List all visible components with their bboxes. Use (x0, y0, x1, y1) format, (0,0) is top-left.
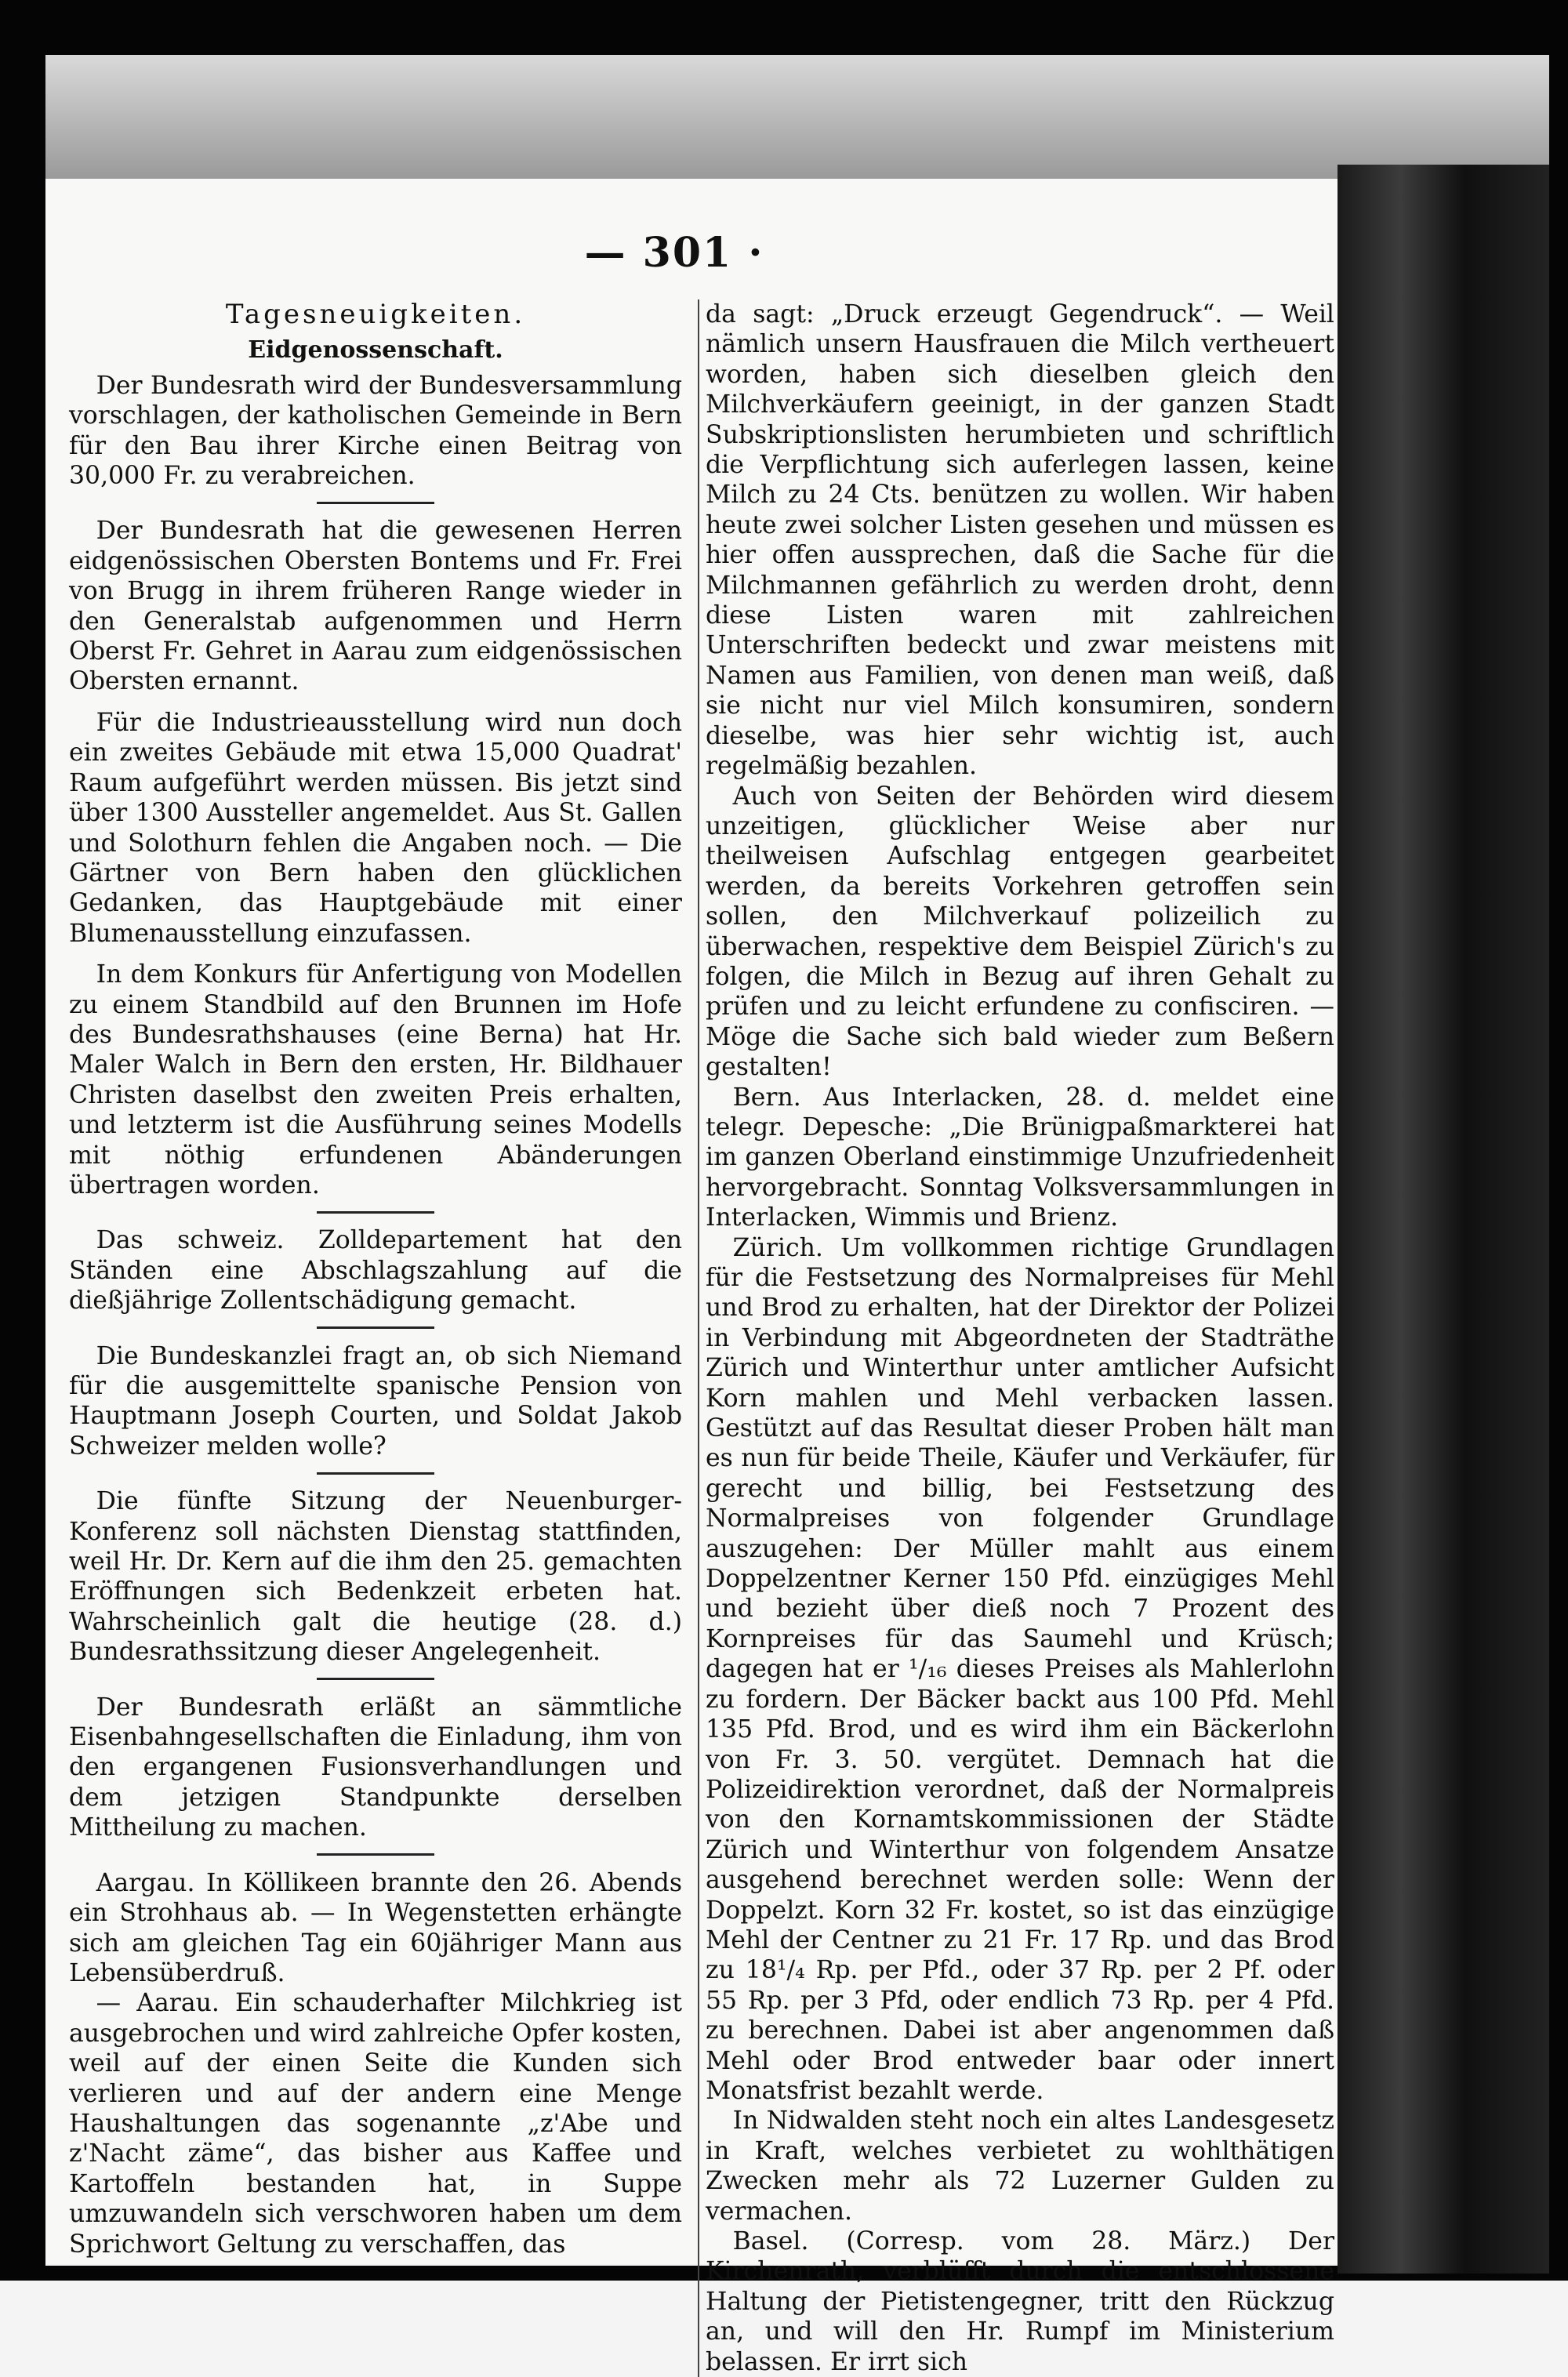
article-paragraph: Auch von Seiten der Behörden wird diesem unzeitigen, glücklicher Weise aber nur theilweisen Aufschlag entgegen gearbeitet werden, da bereits Vorkehren getroffen sein sollen, den Milchverkauf polizeilich zu überwachen, respektive dem Beispiel Zürich's zu folgen, die Milch in Bezug auf ihren Gehalt zu prüfen und zu leicht erfundene zu confisciren. — Möge die Sache sich bald wieder zum Beßern gestalten! (706, 782, 1334, 1082)
left-scan-border (0, 0, 45, 2281)
right-scan-border (1549, 0, 1568, 2281)
section-title: Tagesneuigkeiten. (225, 299, 526, 330)
separator-rule (69, 1469, 682, 1477)
page-number: — 301 · (584, 229, 764, 277)
separator-rule (69, 499, 682, 506)
subsection-title: Eidgenossenschaft. (248, 336, 503, 365)
separator-rule (69, 1675, 682, 1683)
article-paragraph: In dem Konkurs für Anfertigung von Modellen zu einem Standbild auf den Brunnen im Hofe des Bundesrathshauses (eine Berna) hat Hr. Maler Walch in Bern den ersten, Hr. Bildhauer Christen daselbst den zweiten Preis erhalten, und letzterm ist die Ausführung seines Modells mit nöthig erfundenen Abänderungen übertragen worden. (69, 960, 682, 1199)
right-column (698, 299, 1334, 2377)
article-paragraph: Basel. (Corresp. vom 28. März.) Der Kirchenrath, verblüfft durch die entschlossene Haltung der Pietistengegner, tritt den Rückzug an, und will den Hr. Rumpf im Ministerium belassen. Er irrt sich (706, 2227, 1334, 2376)
article-paragraph: Die fünfte Sitzung der Neuenburger-Konferenz soll nächsten Dienstag stattfinden, weil Hr. Dr. Kern auf die ihm den 25. gemachten Eröffnungen sich Bedenkzeit erbeten hat. Wahrscheinlich galt die heutige (28. d.) Bundesrathssitzung dieser Angelegenheit. (69, 1487, 682, 1667)
separator-rule (69, 1851, 682, 1859)
separator-rule (69, 1208, 682, 1216)
article-paragraph: In Nidwalden steht noch ein altes Landesgesetz in Kraft, welches verbietet zu wohlthätigen Zwecken mehr als 72 Luzerner Gulden zu vermachen. (706, 2107, 1334, 2226)
article-paragraph: — Aarau. Ein schauderhafter Milchkrieg ist ausgebrochen und wird zahlreiche Opfer kosten, weil auf der einen Seite die Kunden sich verlieren und auf der andern eine Menge Haushaltungen das sogenannte „z'Abe und z'Nacht zäme“, das bisher aus Kaffee und Kartoffeln bestanden hat, in Suppe umzuwandeln sich verschworen haben um dem Sprichwort Geltung zu verschaffen, das (69, 1989, 682, 2259)
top-scan-border (0, 0, 1568, 55)
article-paragraph: Für die Industrieausstellung wird nun doch ein zweites Gebäude mit etwa 15,000 Quadrat' Raum aufgeführt werden müssen. Bis jetzt sind über 1300 Aussteller angemeldet. Aus St. Gallen und Solothurn fehlen die Angaben noch. — Die Gärtner von Bern haben den glücklichen Gedanken, das Hauptgebäude mit einer Blumenausstellung einzufassen. (69, 708, 682, 948)
article-paragraph: Das schweiz. Zolldepartement hat den Ständen eine Abschlagszahlung auf die dießjährige Zollentschädigung gemacht. (69, 1226, 682, 1316)
article-paragraph: Der Bundesrath erläßt an sämmtliche Eisenbahngesellschaften die Einladung, ihm von den ergangenen Fusionsverhandlungen und dem jetzigen Standpunkte derselben Mittheilung zu machen. (69, 1693, 682, 1842)
separator-rule (69, 1324, 682, 1332)
previous-page-shadow (45, 55, 1549, 179)
article-paragraph: Bern. Aus Interlacken, 28. d. meldet eine telegr. Depesche: „Die Brünigpaßmarkterei hat im ganzen Oberland einstimmige Unzufriedenheit hervorgebracht. Sonntag Volksversammlungen in Interlacken, Wimmis und Brienz. (706, 1083, 1334, 1232)
article-paragraph: Der Bundesrath wird der Bundesversammlung vorschlagen, der katholischen Gemeinde in Bern für den Bau ihrer Kirche einen Beitrag von 30,000 Fr. zu verabreichen. (69, 371, 682, 491)
article-paragraph: Aargau. In Köllikeen brannte den 26. Abends ein Strohhaus ab. — In Wegenstetten erhängte sich am gleichen Tag ein 60jähriger Mann aus Lebensüberdruß. (69, 1868, 682, 1987)
article-paragraph: Zürich. Um vollkommen richtige Grundlagen für die Festsetzung des Normalpreises für Mehl und Brod zu erhalten, hat der Direktor der Polizei in Verbindung mit Abgeordneten der Stadträthe Zürich und Winterthur unter amtlicher Aufsicht Korn mahlen und Mehl verbacken lassen. Gestützt auf das Resultat dieser Proben hält man es nun für beide Theile, Käufer und Verkäufer, für gerecht und billig, bei Festsetzung des Normalpreises von folgender Grundlage auszugehen: Der Müller mahlt aus einem Doppelzentner Kerner 150 Pfd. einzügiges Mehl und bezieht über dieß noch 7 Prozent des Kornpreises für das Saumehl und Krüsch; dagegen hat er ¹/₁₆ dieses Preises als Mahlerlohn zu fordern. Der Bäcker backt aus 100 Pfd. Mehl 135 Pfd. Brod, und es wird ihm ein Bäckerlohn von Fr. 3. 50. vergütet. Demnach hat die Polizeidirektion verordnet, daß der Normalpreis von den Kornamtskommissionen der Städte Zürich und Winterthur von folgendem Ansatze ausgehend berechnet werden solle: Wenn der Doppelzt. Korn 32 Fr. kostet, so ist das einzügige Mehl der Centner zu 21 Fr. 17 Rp. und das Brod zu 18¹/₄ Rp. per Pfd., oder 37 Rp. per 2 Pf. oder 55 Rp. per 3 Pfd, oder endlich 73 Rp. per 4 Pfd. zu berechnen. Dabei ist aber angenommen daß Mehl oder Brod entweder baar oder innert Monatsfrist bezahlt werde. (706, 1233, 1334, 2105)
article-paragraph: Die Bundeskanzlei fragt an, ob sich Niemand für die ausgemittelte spanische Pension von Hauptmann Joseph Courten, und Soldat Jakob Schweizer melden wolle? (69, 1341, 682, 1461)
article-paragraph: Der Bundesrath hat die gewesenen Herren eidgenössischen Obersten Bontems und Fr. Frei von Brugg in ihrem früheren Range wieder in den Generalstab aufgenommen und Herrn Oberst Fr. Gehret in Aarau zum eidgenössischen Obersten ernannt. (69, 517, 682, 696)
left-column (69, 299, 682, 2259)
article-paragraph: da sagt: „Druck erzeugt Gegendruck“. — Weil nämlich unsern Hausfrauen die Milch vertheuert worden, haben sich dieselben gleich den Milchverkäufern geeinigt, in der ganzen Stadt Subskriptionslisten herumbieten und schriftlich die Verpflichtung sich auferlegen lassen, keine Milch zu 24 Cts. benützen zu wollen. Wir haben heute zwei solcher Listen gesehen und müssen es hier offen aussprechen, daß die Sache für die Milchmannen gefährlich zu werden droht, denn diese Listen waren mit zahlreichen Unterschriften bedeckt und zwar meistens mit Namen aus Familien, von denen man weiß, daß sie nicht nur viel Milch konsumiren, sondern dieselbe, was hier sehr wichtig ist, auch regelmäßig bezahlen. (706, 300, 1334, 781)
book-page-edges (1338, 165, 1549, 2274)
